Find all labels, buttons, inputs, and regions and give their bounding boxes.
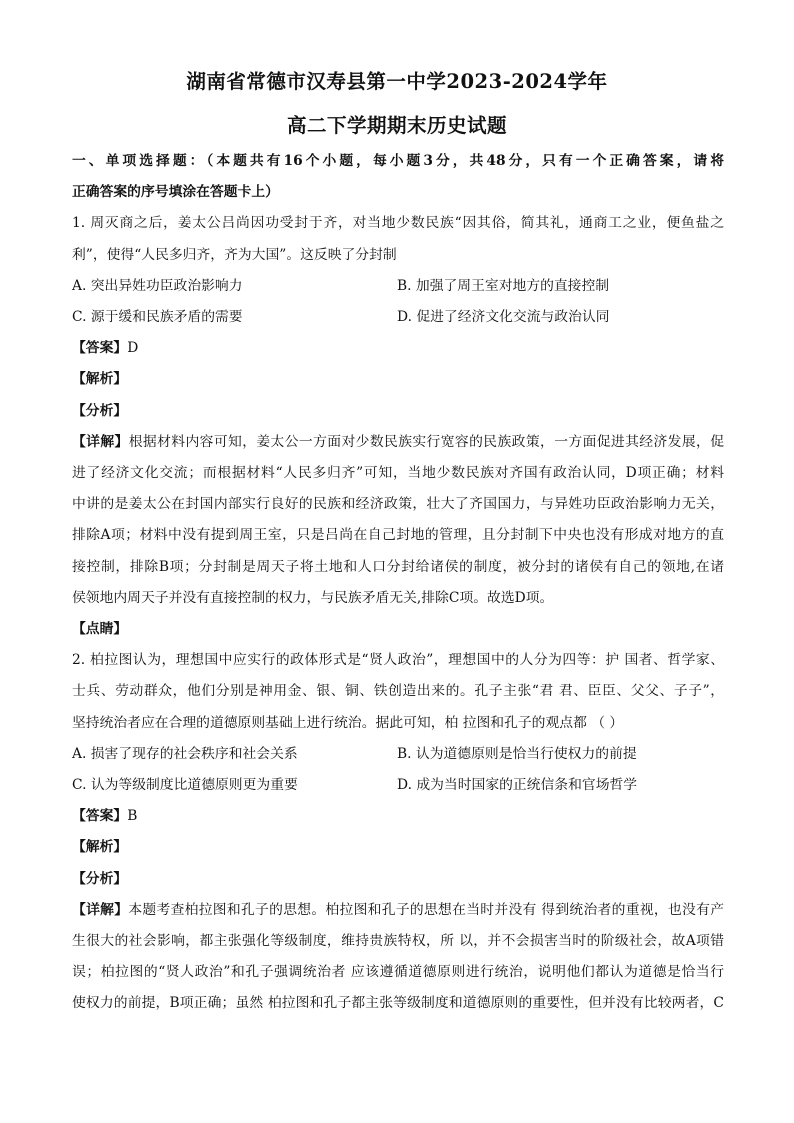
- detail-line: 进了经济文化交流；而根据材料“人民多归齐”可知，当地少数民族对齐国有政治认同，D项正确；材料: [72, 465, 724, 482]
- detail-line: 排除A项；材料中没有提到周王室，只是吕尚在自己封地的管理，且分封制下中央也没有形成对地方的直: [72, 527, 724, 544]
- breakdown-label: 【分析】: [72, 402, 128, 419]
- analysis-label: 【解析】: [72, 839, 128, 856]
- detail-label: 【详解】: [72, 901, 129, 918]
- analysis-label: 【解析】: [72, 371, 128, 388]
- section-heading-line1: 一、单项选择题：（本题共有16个小题，每小题3分，共48分，只有一个正确答案，请将: [72, 153, 724, 169]
- question-2: [72, 645, 724, 1019]
- detail-line: [72, 427, 724, 458]
- answer-value: B: [127, 808, 138, 825]
- question-1: [72, 208, 724, 645]
- section-heading-line2: 正确答案的序号填涂在答题卡上）: [72, 184, 279, 201]
- answer-line: [72, 333, 724, 364]
- exam-content: [72, 146, 724, 1020]
- question-2-options-row: [72, 739, 724, 770]
- detail-line: 侯领地内周天子并没有直接控制的权力，与民族矛盾无关,排除C项。故选D项。: [72, 589, 554, 606]
- detail-label: 【详解】: [72, 433, 129, 450]
- detail-text: 根据材料内容可知，姜太公一方面对少数民族实行宽容的民族政策，一方面促进其经济发展，促: [128, 433, 725, 450]
- question-1-stem-line: 1. 周灭商之后，姜太公吕尚因功受封于齐，对当地少数民族“因其俗，简其礼，通商工之业，便鱼盐之: [72, 215, 724, 232]
- option-a: A. 损害了现存的社会秩序和社会关系: [72, 745, 298, 762]
- detail-line: 误；柏拉图的“贤人政治”和孔子强调统治者 应该遵循道德原则进行统治，说明他们都认为道德是恰当行: [72, 964, 724, 981]
- option-b: B. 加强了周王室对地方的直接控制: [397, 277, 610, 294]
- option-d: D. 成为当时国家的正统信条和官场哲学: [397, 777, 638, 794]
- option-b: B. 认为道德原则是恰当行使权力的前提: [397, 745, 637, 762]
- question-2-stem-line: 士兵、劳动群众，他们分别是神用金、银、铜、铁创造出来的。孔子主张“君 君、臣臣、父父、子子”，: [72, 683, 724, 700]
- detail-line: 使权力的前提，B项正确；虽然 柏拉图和孔子都主张等级制度和道德原则的重要性，但并没有比较两者，C: [72, 995, 724, 1012]
- answer-value: D: [127, 340, 139, 357]
- option-c: C. 源于缓和民族矛盾的需要: [72, 309, 243, 326]
- detail-line: 接控制，排除B项；分封制是周天子将土地和人口分封给诸侯的制度，被分封的诸侯有自己的领地,在诸: [72, 558, 724, 575]
- detail-text: 本题考查柏拉图和孔子的思想。柏拉图和孔子的思想在当时并没有 得到统治者的重视，也没有产: [128, 901, 725, 918]
- option-d: D. 促进了经济文化交流与政治认同: [397, 309, 610, 326]
- option-a: A. 突出异姓功臣政治影响力: [72, 277, 243, 294]
- option-c: C. 认为等级制度比道德原则更为重要: [72, 777, 298, 794]
- tip-label: 【点睛】: [72, 621, 128, 638]
- answer-label: 【答案】: [72, 340, 128, 357]
- detail-line: 生很大的社会影响，都主张强化等级制度，维持贵族特权，所 以，并不会损害当时的阶级社会，故A项错: [72, 933, 724, 950]
- exam-title-line1: 湖南省常德市汉寿县第一中学2023-2024学年: [186, 70, 608, 93]
- detail-line: 中讲的是姜太公在封国内部实行良好的民族和经济政策，壮大了齐国国力，与异姓功臣政治影响力无关，: [72, 496, 724, 513]
- exam-title-line2: 高二下学期期末历史试题: [286, 114, 507, 137]
- breakdown-label: 【分析】: [72, 870, 128, 887]
- question-2-stem-line: 坚持统治者应在合理的道德原则基础上进行统治。据此可知，柏 拉图和孔子的观点都 （ ）: [72, 714, 624, 731]
- answer-line: [72, 801, 724, 832]
- question-2-options-row: [72, 770, 724, 801]
- question-1-stem-line: 利”，使得“人民多归齐，齐为大国”。这反映了分封制: [72, 246, 397, 263]
- question-1-options-row: [72, 302, 724, 333]
- detail-line: [72, 895, 724, 926]
- question-2-stem-line: 2. 柏拉图认为，理想国中应实行的政体形式是“贤人政治”，理想国中的人分为四等：护 国者、哲学家、: [72, 652, 724, 669]
- answer-label: 【答案】: [72, 808, 128, 825]
- question-1-options-row: [72, 271, 724, 302]
